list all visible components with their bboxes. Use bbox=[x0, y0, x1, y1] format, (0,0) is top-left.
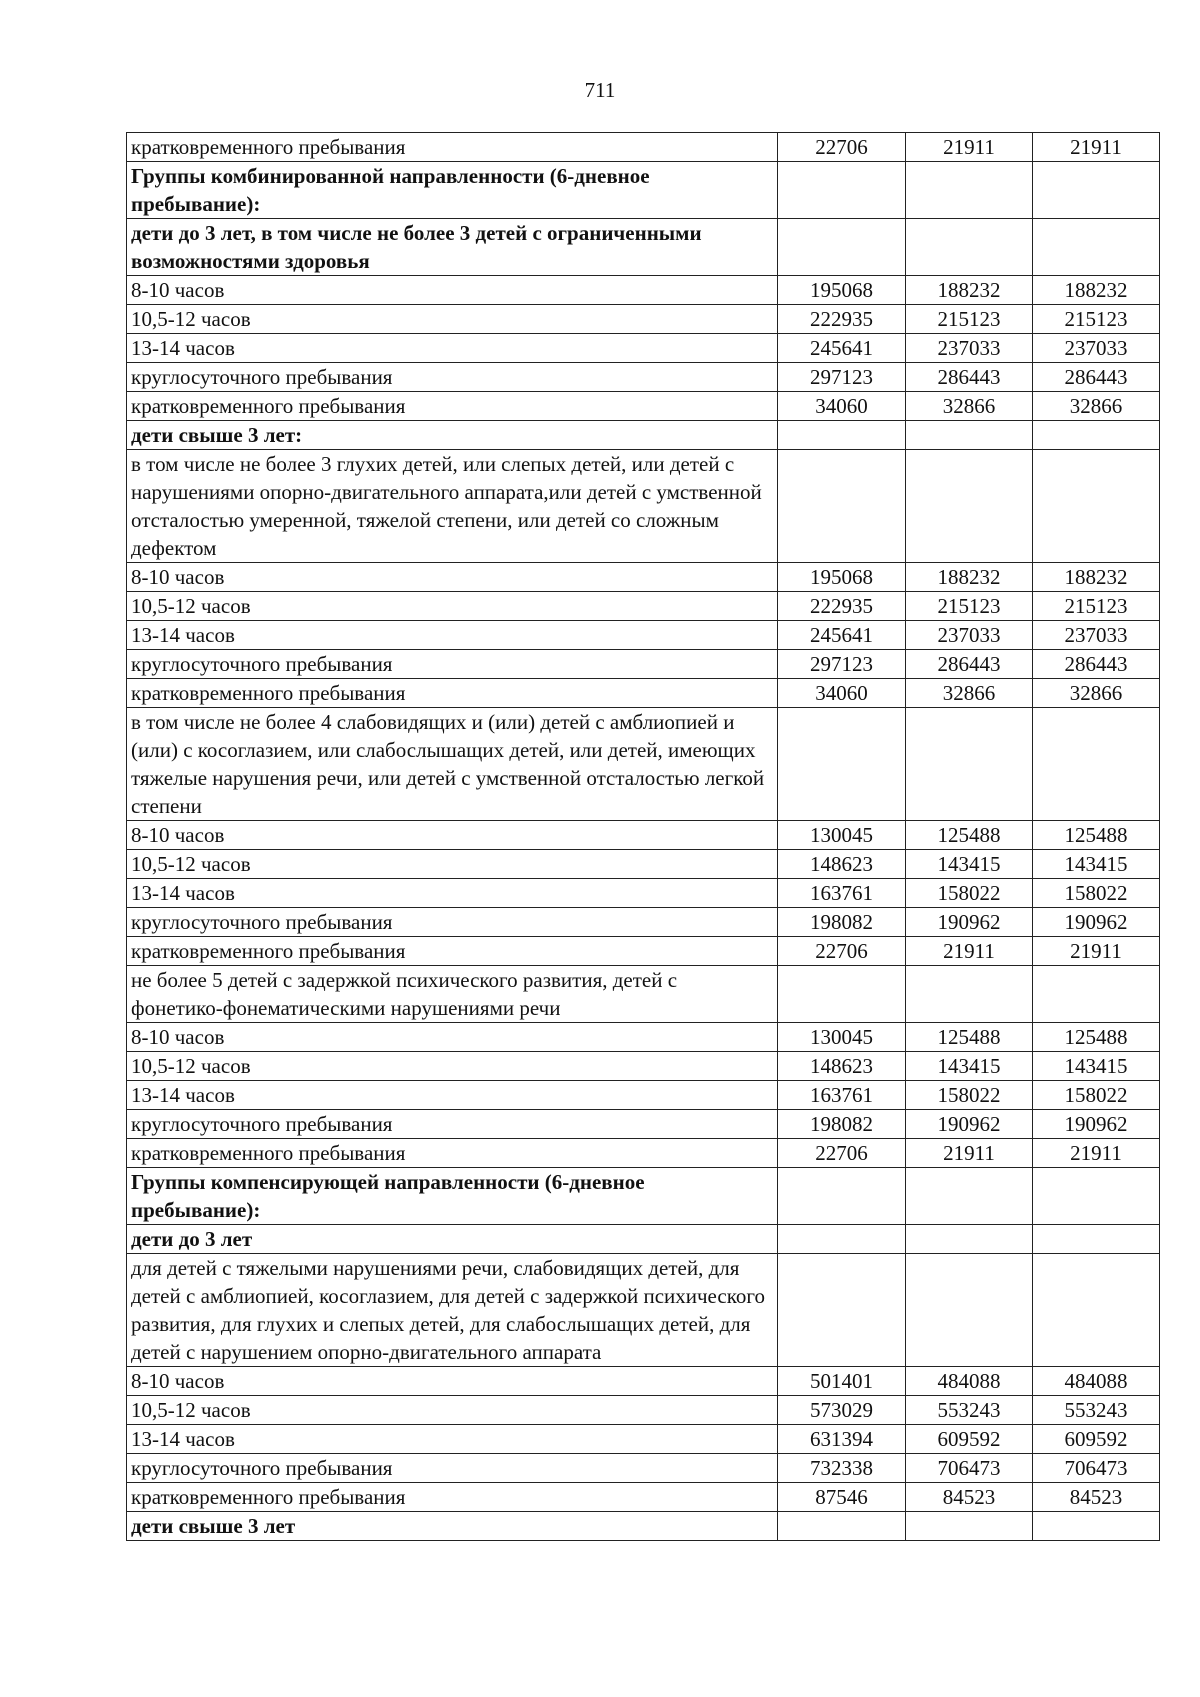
value-cell-1: 195068 bbox=[778, 276, 906, 305]
value-cell-1 bbox=[778, 219, 906, 276]
table-row bbox=[127, 679, 1160, 708]
value-cell-2: 706473 bbox=[906, 1454, 1033, 1483]
value-cell-1: 195068 bbox=[778, 563, 906, 592]
value-cell-3 bbox=[1033, 966, 1160, 1023]
value-cell-2: 215123 bbox=[906, 305, 1033, 334]
table-row bbox=[127, 219, 1160, 276]
value-cell-1 bbox=[778, 421, 906, 450]
table-row bbox=[127, 1483, 1160, 1512]
value-cell-3: 286443 bbox=[1033, 650, 1160, 679]
value-cell-1: 297123 bbox=[778, 650, 906, 679]
value-cell-1: 573029 bbox=[778, 1396, 906, 1425]
value-cell-2: 21911 bbox=[906, 937, 1033, 966]
row-label: 10,5-12 часов bbox=[127, 1396, 778, 1425]
value-cell-2: 21911 bbox=[906, 1139, 1033, 1168]
value-cell-1: 22706 bbox=[778, 1139, 906, 1168]
value-cell-1: 297123 bbox=[778, 363, 906, 392]
value-cell-3 bbox=[1033, 450, 1160, 563]
table-row bbox=[127, 450, 1160, 563]
table-row bbox=[127, 1168, 1160, 1225]
table-row bbox=[127, 708, 1160, 821]
row-label: 13-14 часов bbox=[127, 879, 778, 908]
value-cell-2: 158022 bbox=[906, 879, 1033, 908]
row-label: не более 5 детей с задержкой психического развития, детей с фонетико-фонематическими нарушениями речи bbox=[127, 966, 778, 1023]
value-cell-3: 188232 bbox=[1033, 563, 1160, 592]
table-row bbox=[127, 305, 1160, 334]
row-label: в том числе не более 4 слабовидящих и (или) детей с амблиопией и (или) с косоглазием, или слабослышащих детей, или детей, имеющих тяжелые нарушения речи, или детей с умственной отсталостью легкой степени bbox=[127, 708, 778, 821]
value-cell-1: 222935 bbox=[778, 592, 906, 621]
row-label: для детей с тяжелыми нарушениями речи, слабовидящих детей, для детей с амблиопией, косоглазием, для детей с задержкой психического развития, для глухих и слепых детей, для слабослышащих детей, для детей с нарушением опорно-двигательного аппарата bbox=[127, 1254, 778, 1367]
row-label: 10,5-12 часов bbox=[127, 1052, 778, 1081]
value-cell-2 bbox=[906, 1254, 1033, 1367]
value-cell-1: 222935 bbox=[778, 305, 906, 334]
value-cell-3 bbox=[1033, 708, 1160, 821]
row-label: дети до 3 лет bbox=[127, 1225, 778, 1254]
value-cell-2 bbox=[906, 1225, 1033, 1254]
value-cell-3 bbox=[1033, 162, 1160, 219]
value-cell-3: 286443 bbox=[1033, 363, 1160, 392]
row-label: дети до 3 лет, в том числе не более 3 детей с ограниченными возможностями здоровья bbox=[127, 219, 778, 276]
table-row bbox=[127, 334, 1160, 363]
table-row bbox=[127, 966, 1160, 1023]
table-row bbox=[127, 1425, 1160, 1454]
table-row bbox=[127, 1367, 1160, 1396]
value-cell-3: 84523 bbox=[1033, 1483, 1160, 1512]
value-cell-1 bbox=[778, 708, 906, 821]
value-cell-3: 143415 bbox=[1033, 1052, 1160, 1081]
table-row bbox=[127, 162, 1160, 219]
table-row bbox=[127, 1081, 1160, 1110]
value-cell-2 bbox=[906, 966, 1033, 1023]
value-cell-3: 706473 bbox=[1033, 1454, 1160, 1483]
value-cell-2: 32866 bbox=[906, 392, 1033, 421]
value-cell-1: 198082 bbox=[778, 1110, 906, 1139]
value-cell-3 bbox=[1033, 1225, 1160, 1254]
table-row bbox=[127, 1052, 1160, 1081]
value-cell-2: 215123 bbox=[906, 592, 1033, 621]
value-cell-2 bbox=[906, 450, 1033, 563]
value-cell-1: 631394 bbox=[778, 1425, 906, 1454]
value-cell-2: 143415 bbox=[906, 1052, 1033, 1081]
row-label: дети свыше 3 лет: bbox=[127, 421, 778, 450]
table-row bbox=[127, 276, 1160, 305]
value-cell-2: 237033 bbox=[906, 621, 1033, 650]
table-row bbox=[127, 133, 1160, 162]
value-cell-2: 188232 bbox=[906, 563, 1033, 592]
value-cell-3: 553243 bbox=[1033, 1396, 1160, 1425]
value-cell-3 bbox=[1033, 219, 1160, 276]
row-label: 10,5-12 часов bbox=[127, 850, 778, 879]
row-label: 10,5-12 часов bbox=[127, 592, 778, 621]
value-cell-1 bbox=[778, 1168, 906, 1225]
table-row bbox=[127, 1110, 1160, 1139]
row-label: 10,5-12 часов bbox=[127, 305, 778, 334]
table-row bbox=[127, 621, 1160, 650]
value-cell-1: 245641 bbox=[778, 334, 906, 363]
value-cell-2: 21911 bbox=[906, 133, 1033, 162]
table-row bbox=[127, 821, 1160, 850]
table-row bbox=[127, 1512, 1160, 1541]
value-cell-3: 143415 bbox=[1033, 850, 1160, 879]
value-cell-1: 130045 bbox=[778, 1023, 906, 1052]
value-cell-1 bbox=[778, 1225, 906, 1254]
value-cell-2: 484088 bbox=[906, 1367, 1033, 1396]
row-label: круглосуточного пребывания bbox=[127, 908, 778, 937]
value-cell-2: 188232 bbox=[906, 276, 1033, 305]
row-label: круглосуточного пребывания bbox=[127, 650, 778, 679]
table-row bbox=[127, 1139, 1160, 1168]
value-cell-3: 21911 bbox=[1033, 133, 1160, 162]
value-cell-2: 553243 bbox=[906, 1396, 1033, 1425]
value-cell-1 bbox=[778, 450, 906, 563]
value-cell-3: 158022 bbox=[1033, 879, 1160, 908]
value-cell-2: 190962 bbox=[906, 908, 1033, 937]
value-cell-2 bbox=[906, 421, 1033, 450]
table-body bbox=[127, 133, 1160, 1541]
row-label: Группы компенсирующей направленности (6-дневное пребывание): bbox=[127, 1168, 778, 1225]
row-label: 8-10 часов bbox=[127, 1023, 778, 1052]
value-cell-1 bbox=[778, 1512, 906, 1541]
value-cell-1: 148623 bbox=[778, 850, 906, 879]
row-label: 8-10 часов bbox=[127, 563, 778, 592]
value-cell-3: 21911 bbox=[1033, 937, 1160, 966]
value-cell-1: 34060 bbox=[778, 679, 906, 708]
row-label: 13-14 часов bbox=[127, 1081, 778, 1110]
value-cell-1: 163761 bbox=[778, 1081, 906, 1110]
value-cell-1 bbox=[778, 966, 906, 1023]
value-cell-3: 158022 bbox=[1033, 1081, 1160, 1110]
value-cell-1: 148623 bbox=[778, 1052, 906, 1081]
value-cell-2: 237033 bbox=[906, 334, 1033, 363]
value-cell-3: 215123 bbox=[1033, 305, 1160, 334]
value-cell-2 bbox=[906, 162, 1033, 219]
table-row bbox=[127, 363, 1160, 392]
row-label: в том числе не более 3 глухих детей, или слепых детей, или детей с нарушениями опорно-двигательного аппарата,или детей с умственной отсталостью умеренной, тяжелой степени, или детей со сложным дефектом bbox=[127, 450, 778, 563]
value-cell-1: 130045 bbox=[778, 821, 906, 850]
table-row bbox=[127, 1454, 1160, 1483]
value-cell-2 bbox=[906, 1512, 1033, 1541]
value-cell-2: 286443 bbox=[906, 363, 1033, 392]
table-row bbox=[127, 563, 1160, 592]
row-label: кратковременного пребывания bbox=[127, 392, 778, 421]
row-label: круглосуточного пребывания bbox=[127, 1454, 778, 1483]
value-cell-2: 143415 bbox=[906, 850, 1033, 879]
row-label: кратковременного пребывания bbox=[127, 133, 778, 162]
table-row bbox=[127, 1023, 1160, 1052]
table-row bbox=[127, 1396, 1160, 1425]
value-cell-3: 125488 bbox=[1033, 821, 1160, 850]
value-cell-3 bbox=[1033, 1512, 1160, 1541]
value-cell-3 bbox=[1033, 1254, 1160, 1367]
value-cell-2: 84523 bbox=[906, 1483, 1033, 1512]
row-label: 13-14 часов bbox=[127, 621, 778, 650]
value-cell-3: 21911 bbox=[1033, 1139, 1160, 1168]
row-label: 13-14 часов bbox=[127, 1425, 778, 1454]
value-cell-1: 501401 bbox=[778, 1367, 906, 1396]
value-cell-2: 609592 bbox=[906, 1425, 1033, 1454]
value-cell-3: 190962 bbox=[1033, 1110, 1160, 1139]
row-label: кратковременного пребывания bbox=[127, 679, 778, 708]
row-label: круглосуточного пребывания bbox=[127, 1110, 778, 1139]
value-cell-3: 237033 bbox=[1033, 334, 1160, 363]
row-label: 8-10 часов bbox=[127, 821, 778, 850]
value-cell-1: 34060 bbox=[778, 392, 906, 421]
page-number: 711 bbox=[584, 78, 616, 102]
table-row bbox=[127, 937, 1160, 966]
tariff-table bbox=[126, 132, 1160, 1541]
value-cell-2 bbox=[906, 708, 1033, 821]
value-cell-3: 609592 bbox=[1033, 1425, 1160, 1454]
table-row bbox=[127, 1225, 1160, 1254]
value-cell-1: 198082 bbox=[778, 908, 906, 937]
table-row bbox=[127, 1254, 1160, 1367]
row-label: 13-14 часов bbox=[127, 334, 778, 363]
row-label: кратковременного пребывания bbox=[127, 1483, 778, 1512]
value-cell-1 bbox=[778, 1254, 906, 1367]
value-cell-3: 237033 bbox=[1033, 621, 1160, 650]
value-cell-3: 215123 bbox=[1033, 592, 1160, 621]
value-cell-3: 32866 bbox=[1033, 679, 1160, 708]
row-label: кратковременного пребывания bbox=[127, 937, 778, 966]
table-row bbox=[127, 392, 1160, 421]
value-cell-3: 32866 bbox=[1033, 392, 1160, 421]
value-cell-2: 190962 bbox=[906, 1110, 1033, 1139]
row-label: Группы комбинированной направленности (6-дневное пребывание): bbox=[127, 162, 778, 219]
value-cell-3: 190962 bbox=[1033, 908, 1160, 937]
row-label: 8-10 часов bbox=[127, 1367, 778, 1396]
value-cell-3 bbox=[1033, 421, 1160, 450]
row-label: 8-10 часов bbox=[127, 276, 778, 305]
value-cell-2: 286443 bbox=[906, 650, 1033, 679]
value-cell-2: 158022 bbox=[906, 1081, 1033, 1110]
row-label: круглосуточного пребывания bbox=[127, 363, 778, 392]
table-row bbox=[127, 421, 1160, 450]
value-cell-2 bbox=[906, 219, 1033, 276]
row-label: дети свыше 3 лет bbox=[127, 1512, 778, 1541]
value-cell-1: 163761 bbox=[778, 879, 906, 908]
value-cell-2 bbox=[906, 1168, 1033, 1225]
table-row bbox=[127, 908, 1160, 937]
value-cell-2: 32866 bbox=[906, 679, 1033, 708]
value-cell-1: 87546 bbox=[778, 1483, 906, 1512]
table-row bbox=[127, 850, 1160, 879]
table-row bbox=[127, 592, 1160, 621]
value-cell-3: 125488 bbox=[1033, 1023, 1160, 1052]
table-row bbox=[127, 879, 1160, 908]
value-cell-1 bbox=[778, 162, 906, 219]
value-cell-1: 245641 bbox=[778, 621, 906, 650]
value-cell-3 bbox=[1033, 1168, 1160, 1225]
table-row bbox=[127, 650, 1160, 679]
row-label: кратковременного пребывания bbox=[127, 1139, 778, 1168]
value-cell-2: 125488 bbox=[906, 1023, 1033, 1052]
value-cell-2: 125488 bbox=[906, 821, 1033, 850]
value-cell-3: 188232 bbox=[1033, 276, 1160, 305]
value-cell-1: 22706 bbox=[778, 937, 906, 966]
value-cell-1: 732338 bbox=[778, 1454, 906, 1483]
value-cell-3: 484088 bbox=[1033, 1367, 1160, 1396]
value-cell-1: 22706 bbox=[778, 133, 906, 162]
